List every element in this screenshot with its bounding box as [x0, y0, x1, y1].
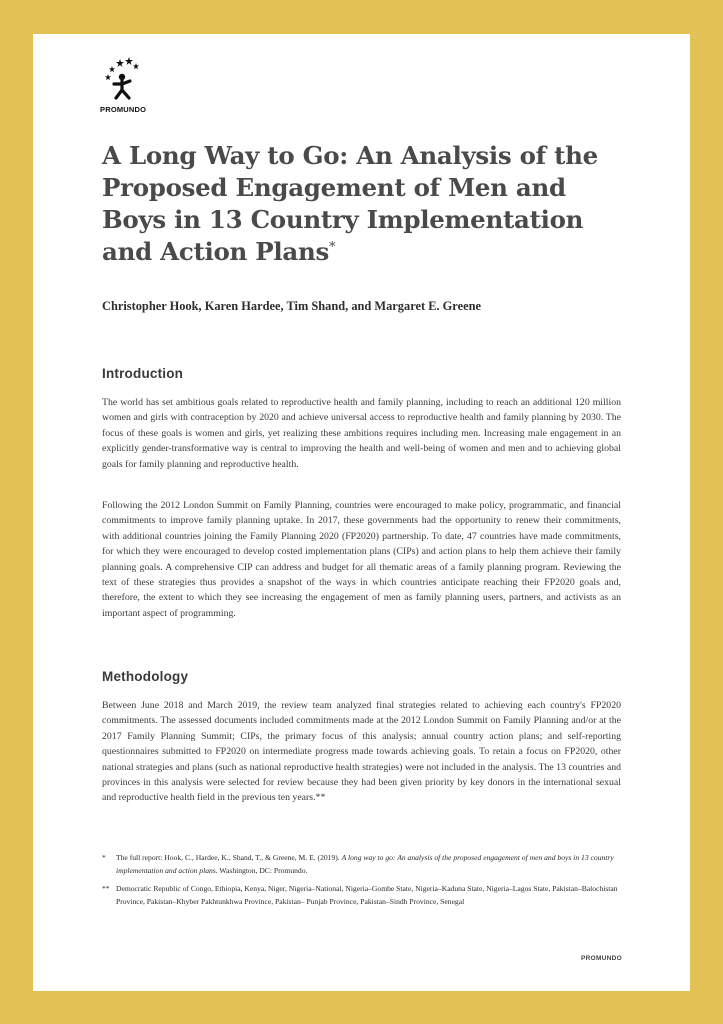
title-footnote-marker: *: [329, 239, 336, 255]
footnote-text: Democratic Republic of Congo, Ethiopia, Kenya, Niger, Nigeria–National, Nigeria–Gombe State, Nigeria–Kaduna State, Nigeria–Lagos State, Pakistan–Balochistan Province, Pakistan–Khyber Pakhtunkhwa Province, Pakistan– Punjab Province, Pakistan–Sindh Province, Senegal: [116, 884, 618, 906]
footnotes: [102, 852, 621, 914]
methodology-heading: Methodology: [102, 669, 189, 684]
footnote-1: [102, 852, 621, 877]
footer-brand: PROMUNDO: [580, 955, 622, 962]
authors-line: Christopher Hook, Karen Hardee, Tim Shand, and Margaret E. Greene: [102, 299, 481, 313]
footnote-marker: *: [102, 853, 106, 862]
footnote-2: [102, 883, 621, 908]
title-text: A Long Way to Go: An Analysis of the Proposed Engagement of Men and Boys in 13 Country Implementation and Action Plans: [102, 141, 598, 266]
introduction-heading: Introduction: [102, 366, 184, 381]
promundo-logo-icon: [100, 57, 140, 103]
introduction-paragraph-2: Following the 2012 London Summit on Family Planning, countries were encouraged to make policy, programmatic, and financial commitments to improve family planning uptake. In 2017, these governments had the opportunity to renew their commitments, with additional countries joining the Family Planning 2020 (FP2020) partnership. To date, 47 countries have made commitments, for which they were encouraged to develop costed implementation plans (CIPs) and action plans to help them achieve their family planning goals. A comprehensive CIP can address and budget for all thematic areas of a family planning program. Reviewing the text of these strategies thus provides a snapshot of the ways in which countries anticipate reaching their FP2020 goals and, therefore, the extent to which they see increasing the engagement of men as family planning users, partners, and activists as an important aspect of programming.: [102, 500, 621, 619]
footnote-marker: **: [102, 884, 110, 893]
footnote-text: The full report: Hook, C., Hardee, K., Shand, T., & Greene, M. E. (2019).: [116, 853, 342, 862]
footnote-italic-title: A long way to go: An analysis of the proposed engagement of men and boys in 13 country implementation and action plans.: [116, 853, 614, 875]
footnote-tail: Washington, DC: Promundo.: [217, 865, 308, 875]
document-page: [33, 34, 690, 991]
logo-wordmark: PROMUNDO: [100, 105, 147, 114]
introduction-paragraph-1: The world has set ambitious goals related to reproductive health and family planning, including to reach an additional 120 million women and girls with contraception by 2020 and achieve universal access to reproductive health and family planning by 2030. The focus of these goals is women and girls, yet realizing these ambitions requires including men. Increasing male engagement in an explicitly gender-transformative way is central to improving the health and well-being of women and men and to achieving global goals for family planning and reproductive health.: [102, 397, 621, 470]
methodology-paragraph: Between June 2018 and March 2019, the review team analyzed final strategies related to achieving each country's FP2020 commitments. The assessed documents included commitments made at the 2012 London Summit on Family Planning and/or at the 2017 Family Planning Summit; CIPs, the primary focus of this analysis; annual country action plans; and self-reporting questionnaires submitted to FP2020 on intermediate progress made towards achieving goals. To retain a focus on FP2020, other national strategies and plans (such as national reproductive health strategies) were not included in the analysis. The 13 countries and provinces in this analysis were selected for review because they had been given priority by key donors in the international sexual and reproductive health field in the previous ten years.**: [102, 700, 621, 804]
promundo-logo: [100, 57, 160, 117]
document-title: [102, 140, 622, 268]
